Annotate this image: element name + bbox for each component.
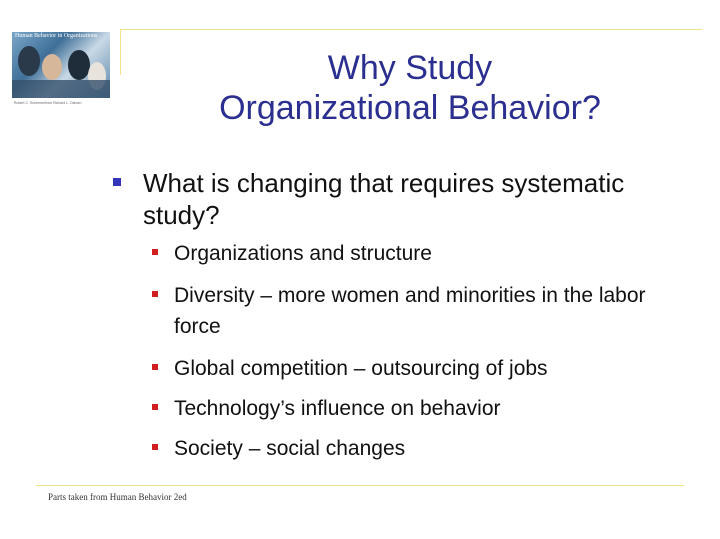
slide-title-line-1: Why Study [327,49,493,87]
square-bullet-icon [152,249,158,255]
person-figure-icon [68,50,90,80]
square-bullet-icon [113,178,121,186]
square-bullet-icon [152,404,158,410]
slide-title [160,48,660,128]
person-figure-icon [42,54,62,80]
book-cover-authors: Robert C. Schermerhorn Richard L. Osborn [14,101,82,105]
sub-bullet-text: Global competition – outsourcing of jobs [174,357,548,380]
square-bullet-icon [152,444,158,450]
sub-bullet-text: Technology’s influence on behavior [174,397,501,420]
square-bullet-icon [152,291,158,297]
sub-bullet-text: Diversity – more women and minorities in the labor force [174,284,646,338]
sub-bullet-text: Organizations and structure [174,242,432,265]
square-bullet-icon [152,364,158,370]
cover-table-shape [12,80,110,98]
top-divider-vertical [120,29,121,75]
sub-bullet-text: Society – social changes [174,437,406,460]
book-cover-title: Human Behavior in Organizations [15,33,98,39]
person-figure-icon [18,46,40,76]
slide-title-line-2: Organizational Behavior? [219,89,601,127]
main-bullet-text: What is changing that requires systematic study? [143,168,625,230]
book-cover-image [12,32,110,98]
top-divider [120,29,702,30]
footer-divider [36,485,684,486]
footer-text: Parts taken from Human Behavior 2ed [48,492,187,502]
